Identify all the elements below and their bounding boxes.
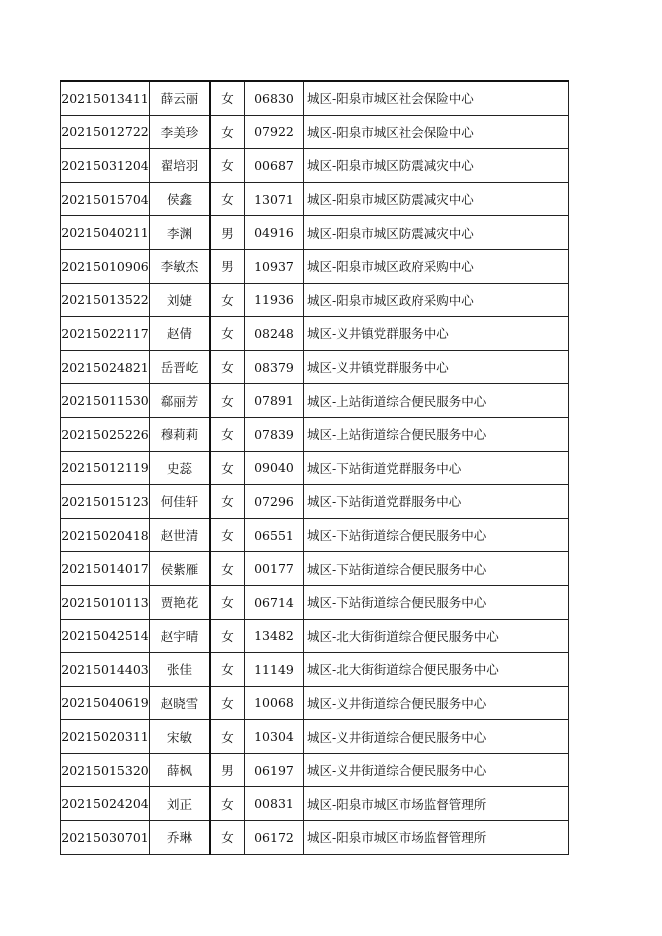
table-row (61, 619, 569, 653)
position-code-cell: 06172 (245, 821, 304, 855)
exam-id-cell: 20215040211 (61, 216, 150, 250)
table-row (61, 283, 569, 317)
exam-id-cell: 20215042514 (61, 619, 150, 653)
table-row (61, 518, 569, 552)
exam-id-cell: 20215015320 (61, 753, 150, 787)
exam-id-cell: 20215031204 (61, 149, 150, 183)
employer-unit-cell: 城区-义井街道综合便民服务中心 (304, 720, 569, 754)
position-code-cell: 07891 (245, 384, 304, 418)
exam-id-cell: 20215013522 (61, 283, 150, 317)
position-code-cell: 00177 (245, 552, 304, 586)
table-row (61, 552, 569, 586)
exam-id-cell: 20215012119 (61, 451, 150, 485)
gender-cell: 女 (210, 283, 245, 317)
employer-unit-cell: 城区-阳泉市城区市场监督管理所 (304, 821, 569, 855)
table-row (61, 585, 569, 619)
candidate-name-cell: 宋敏 (150, 720, 211, 754)
table-row (61, 350, 569, 384)
table-row (61, 686, 569, 720)
employer-unit-cell: 城区-阳泉市城区社会保险中心 (304, 81, 569, 115)
table-row (61, 115, 569, 149)
table-row (61, 821, 569, 855)
exam-id-cell: 20215014017 (61, 552, 150, 586)
table-row (61, 249, 569, 283)
employer-unit-cell: 城区-义井街道综合便民服务中心 (304, 686, 569, 720)
table-row (61, 485, 569, 519)
exam-id-cell: 20215011530 (61, 384, 150, 418)
table-row (61, 149, 569, 183)
gender-cell: 女 (210, 149, 245, 183)
employer-unit-cell: 城区-阳泉市城区政府采购中心 (304, 249, 569, 283)
gender-cell: 女 (210, 115, 245, 149)
employer-unit-cell: 城区-义井街道综合便民服务中心 (304, 753, 569, 787)
candidate-name-cell: 李渊 (150, 216, 211, 250)
candidate-name-cell: 薛云丽 (150, 81, 211, 115)
candidate-name-cell: 翟培羽 (150, 149, 211, 183)
exam-id-cell: 20215010906 (61, 249, 150, 283)
gender-cell: 女 (210, 417, 245, 451)
table-row (61, 787, 569, 821)
position-code-cell: 11936 (245, 283, 304, 317)
table-row (61, 216, 569, 250)
candidate-name-cell: 史蕊 (150, 451, 211, 485)
position-code-cell: 10304 (245, 720, 304, 754)
employer-unit-cell: 城区-阳泉市城区防震减灾中心 (304, 182, 569, 216)
exam-id-cell: 20215024204 (61, 787, 150, 821)
position-code-cell: 13482 (245, 619, 304, 653)
position-code-cell: 07296 (245, 485, 304, 519)
exam-id-cell: 20215030701 (61, 821, 150, 855)
gender-cell: 男 (210, 753, 245, 787)
employer-unit-cell: 城区-下站街道党群服务中心 (304, 451, 569, 485)
table-row (61, 753, 569, 787)
employer-unit-cell: 城区-阳泉市城区政府采购中心 (304, 283, 569, 317)
gender-cell: 女 (210, 451, 245, 485)
position-code-cell: 06830 (245, 81, 304, 115)
exam-id-cell: 20215010113 (61, 585, 150, 619)
candidate-name-cell: 赵晓雪 (150, 686, 211, 720)
exam-id-cell: 20215015704 (61, 182, 150, 216)
roster-table-body (61, 81, 569, 854)
table-row (61, 384, 569, 418)
table-row (61, 317, 569, 351)
gender-cell: 女 (210, 619, 245, 653)
candidate-name-cell: 赵世清 (150, 518, 211, 552)
exam-id-cell: 20215024821 (61, 350, 150, 384)
exam-id-cell: 20215012722 (61, 115, 150, 149)
gender-cell: 女 (210, 317, 245, 351)
gender-cell: 女 (210, 518, 245, 552)
candidate-name-cell: 岳晋屹 (150, 350, 211, 384)
gender-cell: 男 (210, 216, 245, 250)
employer-unit-cell: 城区-义井镇党群服务中心 (304, 350, 569, 384)
employer-unit-cell: 城区-阳泉市城区防震减灾中心 (304, 149, 569, 183)
position-code-cell: 00687 (245, 149, 304, 183)
employer-unit-cell: 城区-北大街街道综合便民服务中心 (304, 653, 569, 687)
position-code-cell: 13071 (245, 182, 304, 216)
employer-unit-cell: 城区-下站街道综合便民服务中心 (304, 518, 569, 552)
position-code-cell: 09040 (245, 451, 304, 485)
exam-id-cell: 20215022117 (61, 317, 150, 351)
employer-unit-cell: 城区-下站街道综合便民服务中心 (304, 585, 569, 619)
gender-cell: 女 (210, 821, 245, 855)
gender-cell: 男 (210, 249, 245, 283)
gender-cell: 女 (210, 585, 245, 619)
position-code-cell: 11149 (245, 653, 304, 687)
gender-cell: 女 (210, 81, 245, 115)
employer-unit-cell: 城区-义井镇党群服务中心 (304, 317, 569, 351)
position-code-cell: 04916 (245, 216, 304, 250)
employer-unit-cell: 城区-北大街街道综合便民服务中心 (304, 619, 569, 653)
candidate-name-cell: 赵倩 (150, 317, 211, 351)
employer-unit-cell: 城区-阳泉市城区防震减灾中心 (304, 216, 569, 250)
position-code-cell: 07922 (245, 115, 304, 149)
exam-id-cell: 20215013411 (61, 81, 150, 115)
position-code-cell: 06551 (245, 518, 304, 552)
candidate-name-cell: 穆莉莉 (150, 417, 211, 451)
position-code-cell: 07839 (245, 417, 304, 451)
position-code-cell: 08248 (245, 317, 304, 351)
exam-id-cell: 20215020311 (61, 720, 150, 754)
candidate-name-cell: 何佳轩 (150, 485, 211, 519)
candidate-name-cell: 李美珍 (150, 115, 211, 149)
position-code-cell: 06197 (245, 753, 304, 787)
gender-cell: 女 (210, 485, 245, 519)
position-code-cell: 10068 (245, 686, 304, 720)
roster-table (60, 80, 569, 855)
candidate-name-cell: 李敏杰 (150, 249, 211, 283)
candidate-name-cell: 刘婕 (150, 283, 211, 317)
position-code-cell: 00831 (245, 787, 304, 821)
exam-id-cell: 20215015123 (61, 485, 150, 519)
gender-cell: 女 (210, 384, 245, 418)
candidate-name-cell: 郗丽芳 (150, 384, 211, 418)
position-code-cell: 08379 (245, 350, 304, 384)
employer-unit-cell: 城区-阳泉市城区市场监督管理所 (304, 787, 569, 821)
exam-id-cell: 20215014403 (61, 653, 150, 687)
employer-unit-cell: 城区-阳泉市城区社会保险中心 (304, 115, 569, 149)
candidate-name-cell: 乔琳 (150, 821, 211, 855)
exam-id-cell: 20215040619 (61, 686, 150, 720)
table-row (61, 182, 569, 216)
candidate-name-cell: 侯鑫 (150, 182, 211, 216)
employer-unit-cell: 城区-上站街道综合便民服务中心 (304, 384, 569, 418)
table-row (61, 81, 569, 115)
gender-cell: 女 (210, 787, 245, 821)
candidate-name-cell: 薛枫 (150, 753, 211, 787)
employer-unit-cell: 城区-下站街道综合便民服务中心 (304, 552, 569, 586)
gender-cell: 女 (210, 552, 245, 586)
candidate-name-cell: 刘正 (150, 787, 211, 821)
table-row (61, 417, 569, 451)
gender-cell: 女 (210, 720, 245, 754)
employer-unit-cell: 城区-下站街道党群服务中心 (304, 485, 569, 519)
gender-cell: 女 (210, 686, 245, 720)
position-code-cell: 10937 (245, 249, 304, 283)
table-row (61, 653, 569, 687)
gender-cell: 女 (210, 182, 245, 216)
exam-id-cell: 20215025226 (61, 417, 150, 451)
gender-cell: 女 (210, 653, 245, 687)
table-row (61, 451, 569, 485)
candidate-name-cell: 贾艳花 (150, 585, 211, 619)
employer-unit-cell: 城区-上站街道综合便民服务中心 (304, 417, 569, 451)
exam-id-cell: 20215020418 (61, 518, 150, 552)
gender-cell: 女 (210, 350, 245, 384)
candidate-name-cell: 张佳 (150, 653, 211, 687)
table-row (61, 720, 569, 754)
candidate-name-cell: 侯紫雁 (150, 552, 211, 586)
position-code-cell: 06714 (245, 585, 304, 619)
candidate-name-cell: 赵宇晴 (150, 619, 211, 653)
